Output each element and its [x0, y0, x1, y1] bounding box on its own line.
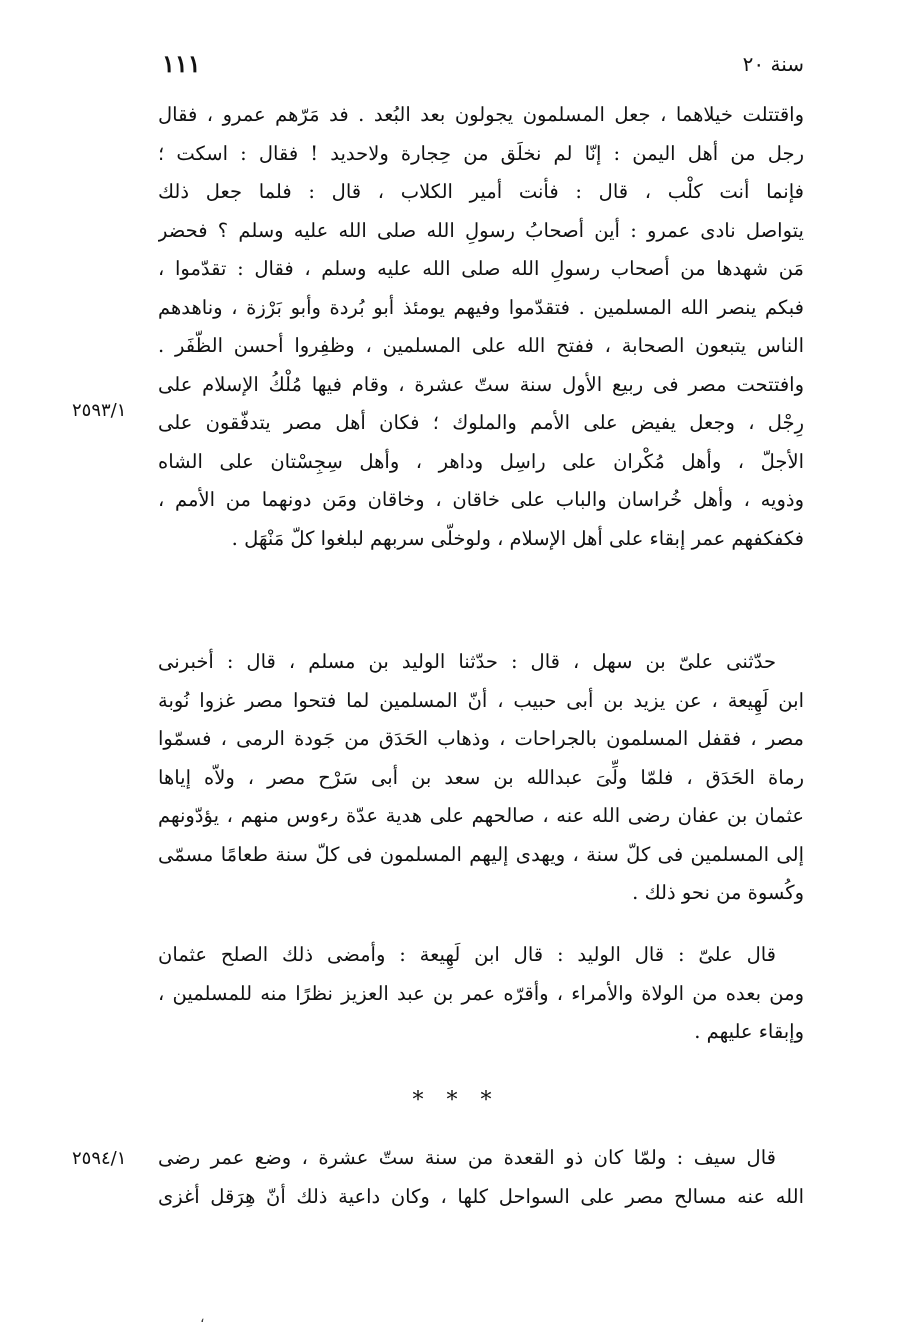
text-section-2-paragraph-2	[158, 936, 804, 1052]
text-line: رجل من أهل اليمن : إنّا لم نخلَق من حِجارة ولاحديد ! فقال : اسكت ؛	[158, 141, 804, 165]
text-line: وافتتحت مصر فى ربيع الأول سنة ستّ عشرة ، وقام فيها مُلْكُ الإسلام على	[158, 372, 804, 396]
text-line: الله عنه مسالح مصر على السواحل كلها ، وكان داعية ذلك أنّ هِرَقل أغزى	[158, 1184, 804, 1208]
text-line: واقتتلت خيلاهما ، جعل المسلمون يجولون بعد البُعد . فد مَرّهم عمرو ، فقال	[158, 103, 804, 126]
text-line: حدّثنى علىّ بن سهل ، قال : حدّثنا الوليد بن مسلم ، قال : أخبرنى	[158, 650, 776, 673]
stray-mark: ،	[200, 1310, 205, 1326]
text-line: قال علىّ : قال الوليد : قال ابن لَهِيعة : وأمضى ذلك الصلح عثمان	[158, 943, 776, 966]
text-line: مصر ، فقفل المسلمون بالجراحات ، وذهاب الحَدَق من جَودة الرمى ، فسمّوا	[158, 727, 804, 750]
text-line: وذويه ، وأهل خُراسان والباب على خاقان ، وخاقان ومَن دونهما من الأمم ،	[158, 488, 804, 511]
section-separator: * * *	[412, 1088, 500, 1113]
text-line: ابن لَهِيعة ، عن يزيد بن أبى حبيب ، أنّ المسلمين لما فتحوا مصر غزوا نُوبة	[158, 688, 804, 712]
text-line: وكُسوة من نحو ذلك .	[632, 881, 804, 904]
text-section-2-paragraph-1	[158, 643, 804, 913]
text-line: فبكم ينصر الله المسلمين . فتقدّموا وفيهم يومئذ أبو بُردة وأبو بَرْزة ، وناهدهم	[158, 295, 804, 319]
text-line: مَن شهدها من أصحاب رسولِ الله صلى الله عليه وسلم ، فقال : تقدّموا ،	[158, 257, 804, 280]
text-line: الناس يتبعون الصحابة ، ففتح الله على المسلمين ، وظفِروا أحسن الظّفَر .	[158, 334, 804, 357]
text-line: يتواصل نادى عمرو : أين أصحابُ رسولِ الله صلى الله عليه وسلم ؟ فحضر	[158, 218, 804, 242]
text-line: رِجْل ، وجعل يفيض على الأمم والملوك ؛ فكان أهل مصر يتدفّقون على	[158, 411, 804, 434]
text-line: قال سيف : ولمّا كان ذو القعدة من سنة ستّ عشرة ، وضع عمر رضى	[158, 1146, 776, 1169]
text-line: رماة الحَدَق ، فلمّا ولِّىَ عبدالله بن سعد بن أبى سَرْح مصر ، ولاّه إياها	[158, 765, 804, 789]
running-header-year: سنة ٢٠	[742, 52, 804, 76]
text-line: الأجلّ ، وأهل مُكْران على راسِل وداهر ، وأهل سِجِسْتان على الشاه	[158, 449, 804, 473]
margin-reference: ٢٥٩٤/١	[72, 1148, 127, 1169]
text-section-1	[158, 96, 804, 558]
text-section-3	[158, 1139, 804, 1216]
margin-reference: ٢٥٩٣/١	[72, 400, 127, 421]
text-line: فإنما أنت كلْب ، قال : فأنت أمير الكلاب ، قال : فلما جعل ذلك	[158, 180, 804, 203]
text-line: ومن بعده من الولاة والأمراء ، وأقرّه عمر بن عبد العزيز نظرًا منه للمسلمين ،	[158, 981, 804, 1005]
text-line: فكفكفهم عمر إبقاء على أهل الإسلام ، ولوخلّى سربهم لبلغوا كلّ مَنْهَل .	[231, 526, 804, 550]
page-number: ١١١	[162, 49, 201, 78]
text-line: عثمان بن عفان رضى الله عنه ، صالحهم على هدية عدّة رءوس منهم ، يؤدّونهم	[158, 804, 804, 827]
text-line: وإبقاء عليهم .	[694, 1020, 804, 1043]
text-line: إلى المسلمين فى كلّ سنة ، ويهدى إليهم المسلمون فى كلّ سنة طعامًا مسمّى	[158, 842, 804, 866]
